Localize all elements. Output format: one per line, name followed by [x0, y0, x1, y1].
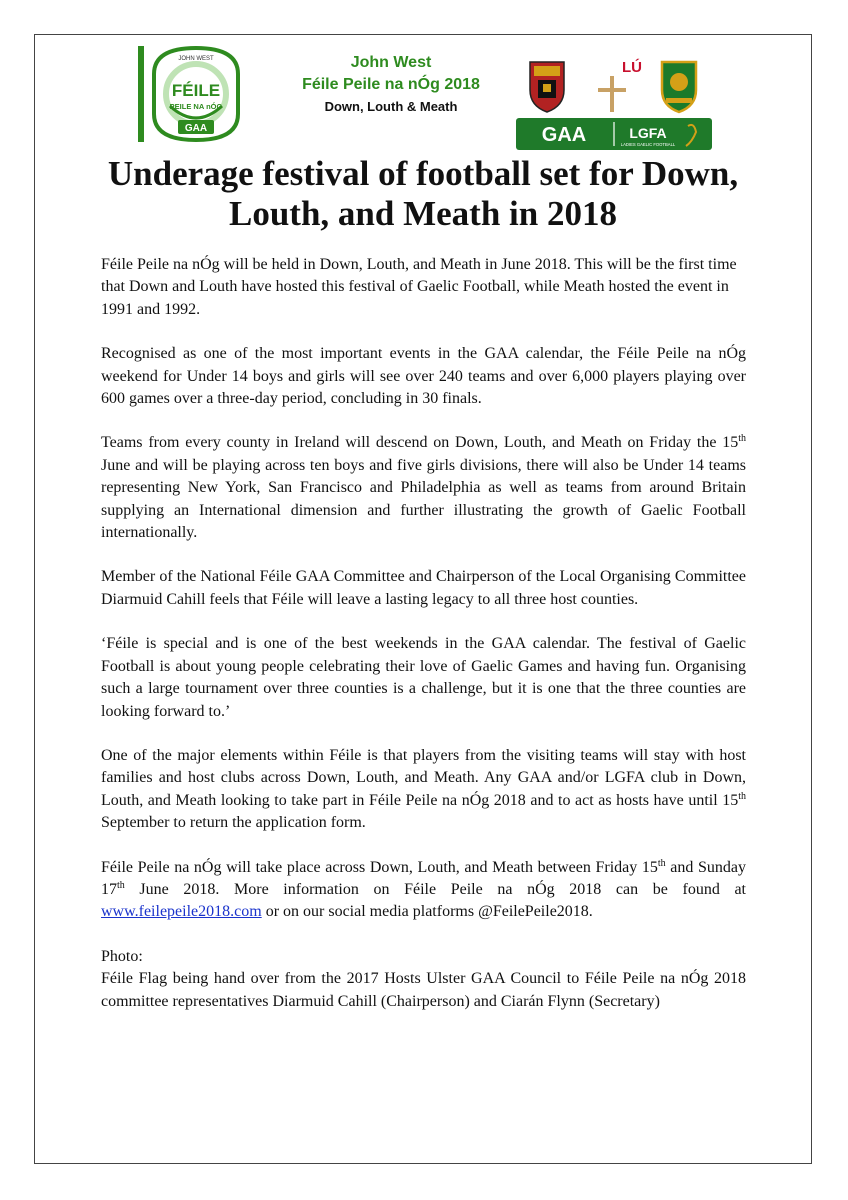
- logo-top-text: JOHN WEST: [178, 56, 214, 62]
- paragraph-3-sup: th: [738, 433, 746, 445]
- paragraph-5: ‘Féile is special and is one of the best weekends in the GAA calendar. The festival of Gaelic Football is about young people celebrating their love of Gaelic Games and having fun. Organising such a large tournament over three counties is a challenge, but it is one that the three counties are looking forward to.’: [101, 635, 746, 720]
- paragraph-3-part-b: June and will be playing across ten boys and five girls divisions, there will also be Under 14 teams representing New York, San Francisco and Philadelphia as well as teams from around Britain supplying an International dimension and further illustrating the growth of Gaelic Football internationally.: [101, 456, 746, 542]
- logo-gaa-text: GAA: [184, 123, 208, 134]
- county-crests: [514, 42, 714, 152]
- down-crest-icon: [530, 62, 564, 112]
- paragraph-1: Féile Peile na nÓg will be held in Down, Louth, and Meath in June 2018. This will be the first time that Down and Louth have hosted this festival of Gaelic Football, while Meath hosted the event in 1991 and 1992.: [101, 256, 737, 318]
- paragraph-7-part-c: June 2018. More information on Féile Peile na nÓg 2018 can be found at: [124, 880, 746, 898]
- website-link[interactable]: www.feilepeile2018.com: [101, 903, 262, 921]
- paragraph-7: [101, 857, 746, 924]
- article-body: [101, 254, 746, 1013]
- paragraph-7-part-d: or on our social media platforms @FeilePeile2018.: [261, 903, 593, 921]
- header: [34, 34, 812, 152]
- paragraph-7-sup-1: th: [657, 857, 666, 869]
- paragraph-2: Recognised as one of the most important events in the GAA calendar, the Féile Peile na nÓg weekend for Under 14 boys and girls will see over 240 teams and over 6,000 players playing over 600 games over a three-day period, concluding in 30 finals.: [101, 345, 746, 408]
- paragraph-6-part-a: One of the major elements within Féile is that players from the visiting teams will stay with host families and host clubs across Down, Louth, and Meath. Any GAA and/or LGFA club in Down, Louth, and Meath looking to take part in Féile Peile na nÓg 2018 and to act as hosts have until 15: [101, 746, 746, 809]
- photo-caption-block: [101, 946, 746, 1013]
- lgfa-sub-text: LADIES GAELIC FOOTBALL: [620, 142, 676, 147]
- header-title-line3: Down, Louth & Meath: [324, 99, 458, 114]
- gaa-lgfa-banner: [516, 118, 712, 150]
- gaa-badge-text: GAA: [541, 124, 587, 146]
- logo-sub-text: PEILE NA nÓG: [169, 102, 223, 111]
- paragraph-6: [101, 745, 746, 835]
- header-title-block: [266, 52, 516, 118]
- photo-caption: Féile Flag being hand over from the 2017 Hosts Ulster GAA Council to Féile Peile na nÓg 2018 committee representatives Diarmuid Cahill (Chairperson) and Ciarán Flynn (Secretary): [101, 970, 746, 1010]
- feile-logo: [138, 44, 250, 144]
- lgfa-badge-text: LGFA: [629, 125, 667, 141]
- paragraph-7-sup-2: th: [117, 879, 125, 891]
- paragraph-3-part-a: Teams from every county in Ireland will descend on Down, Louth, and Meath on Friday the 15: [101, 434, 739, 452]
- paragraph-6-sup: th: [738, 790, 746, 802]
- logo-main-text: FÉILE: [171, 81, 221, 100]
- header-title-line2: Féile Peile na nÓg 2018: [302, 76, 480, 93]
- louth-crest-icon: [598, 58, 642, 112]
- logo-green-bar: [138, 46, 144, 142]
- paragraph-7-part-a: Féile Peile na nÓg will take place across Down, Louth, and Meath between Friday 15: [101, 858, 658, 876]
- meath-crest-icon: [662, 62, 696, 112]
- paragraph-4: Member of the National Féile GAA Committee and Chairperson of the Local Organising Committee Diarmuid Cahill feels that Féile will leave a lasting legacy to all three host counties.: [101, 568, 746, 608]
- louth-letter: LÚ: [622, 59, 642, 76]
- headline: Underage festival of football set for Down, Louth, and Meath in 2018: [107, 154, 739, 233]
- header-title-line1: John West: [350, 54, 432, 71]
- photo-label: Photo:: [101, 947, 143, 965]
- paragraph-6-part-b: September to return the application form.: [101, 814, 366, 832]
- paragraph-7-part-b: and Sunday 17: [101, 858, 746, 898]
- paragraph-3: [101, 432, 746, 544]
